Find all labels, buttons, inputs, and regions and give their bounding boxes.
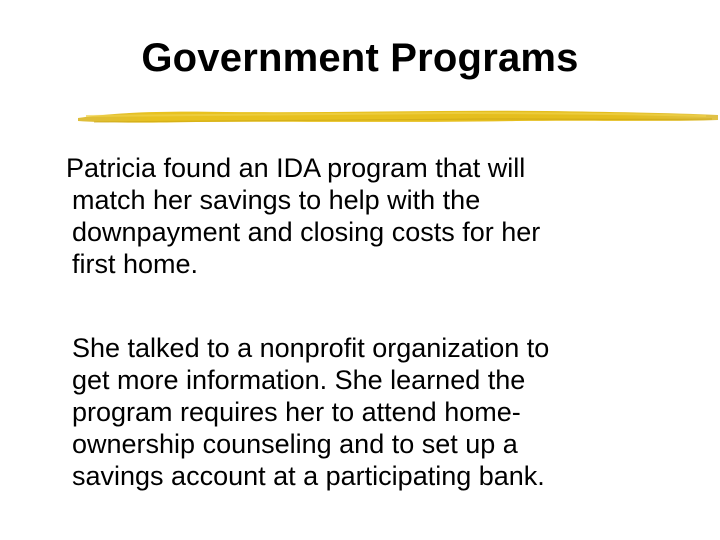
paragraph-1-line-2: match her savings to help with the xyxy=(72,185,481,215)
paragraph-2-line-5: savings account at a participating bank. xyxy=(72,461,545,491)
paragraph-2-line-2: get more information. She learned the xyxy=(72,365,526,395)
title-underline-brushstroke xyxy=(76,102,720,130)
paragraph-1-line-4: first home. xyxy=(72,249,199,279)
paragraph-2 xyxy=(60,332,660,492)
paragraph-1 xyxy=(60,152,660,280)
paragraph-2-line-3: program requires her to attend home- xyxy=(72,397,521,427)
paragraph-2-line-4: ownership counseling and to set up a xyxy=(72,429,518,459)
paragraph-1-line-1: Patricia found an IDA program that will xyxy=(66,153,526,183)
paragraph-2-line-1: She talked to a nonprofit organization to xyxy=(72,333,550,363)
paragraph-1-line-3: downpayment and closing costs for her xyxy=(72,217,541,247)
slide-title: Government Programs xyxy=(141,36,579,80)
